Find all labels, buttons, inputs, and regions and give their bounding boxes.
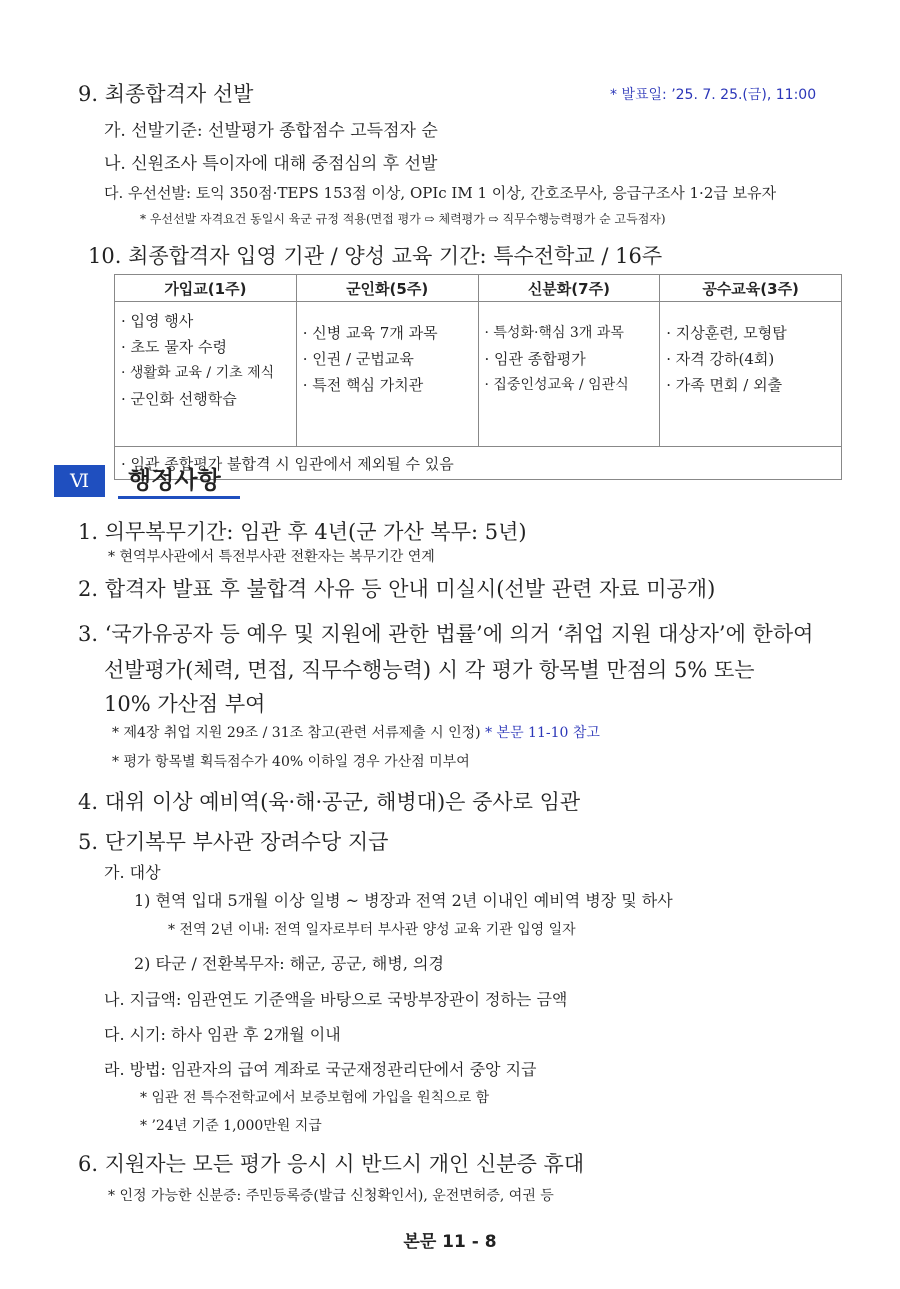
item-5: 5. 단기복무 부사관 장려수당 지급 [78, 830, 389, 854]
item-3-note-1 [112, 722, 600, 742]
section-title: 행정사항 [128, 466, 221, 494]
item-5-a-1: 1) 현역 입대 5개월 이상 일병 ~ 병장과 전역 2년 이내인 예비역 병장 및 하사 [134, 891, 673, 910]
phase-4-item: · 자격 강하(4회) [666, 350, 775, 368]
phase-1-item: · 입영 행사 [121, 312, 194, 330]
item-6-note: * 인정 가능한 신분증: 주민등록증(발급 신청확인서), 운전면허증, 여권 등 [108, 1188, 554, 1204]
item-5-d-note-2: * ’24년 기준 1,000만원 지급 [140, 1118, 322, 1134]
phase-2-item: · 인권 / 군법교육 [302, 350, 414, 368]
phase-1-item: · 군인화 선행학습 [121, 390, 237, 408]
item-1: 1. 의무복무기간: 임관 후 4년(군 가산 복무: 5년) [78, 520, 527, 544]
item-3-line-2: 선발평가(체력, 면접, 직무수행능력) 시 각 평가 항목별 만점의 5% 또는 [104, 658, 755, 682]
phase-2-item: · 특전 핵심 가치관 [302, 376, 424, 394]
phase-4-cell [660, 302, 842, 447]
schedule-table [114, 274, 842, 480]
phase-1-item: · 초도 물자 수령 [121, 338, 228, 356]
item-5-a: 가. 대상 [104, 863, 161, 882]
phase-1-item: · 생활화 교육 / 기초 제식 [121, 365, 275, 381]
item-3-line-3: 10% 가산점 부여 [104, 692, 266, 716]
item-3-note-1-text: * 제4장 취업 지원 29조 / 31조 참고(관련 서류제출 시 인정) [112, 725, 481, 741]
announce-date: * 발표일: ’25. 7. 25.(금), 11:00 [610, 87, 817, 103]
item-5-b: 나. 지급액: 임관연도 기준액을 바탕으로 국방부장관이 정하는 금액 [104, 990, 568, 1009]
sec9-item-a: 가. 선발기준: 선발평가 종합점수 고득점자 순 [104, 121, 438, 141]
item-5-d-note-1: * 임관 전 특수전학교에서 보증보험에 가입을 원칙으로 함 [140, 1090, 490, 1106]
phase-3-item: · 집중인성교육 / 임관식 [484, 377, 629, 393]
page-number: 본문 11 - 8 [403, 1232, 497, 1252]
header-phase-3: 신분화(7주) [478, 275, 660, 302]
schedule-header-row [115, 275, 842, 302]
item-1-note: * 현역부사관에서 특전부사관 전환자는 복무기간 연계 [108, 549, 435, 565]
phase-4-item: · 지상훈련, 모형탑 [666, 324, 787, 342]
item-5-d: 라. 방법: 임관자의 급여 계좌로 국군재정관리단에서 중앙 지급 [104, 1060, 537, 1079]
item-5-a-2: 2) 타군 / 전환복무자: 해군, 공군, 해병, 의경 [134, 954, 444, 973]
item-6: 6. 지원자는 모든 평가 응시 시 반드시 개인 신분증 휴대 [78, 1152, 585, 1176]
schedule-footer-note: · 임관 종합평가 불합격 시 임관에서 제외될 수 있음 [115, 447, 842, 480]
sec9-item-c-note: * 우선선발 자격요건 동일시 육군 규정 적용(면접 평가 ⇨ 체력평가 ⇨ 직무수행능력평가 순 고득점자) [140, 212, 666, 226]
sec9-title: 9. 최종합격자 선발 [78, 82, 254, 106]
item-4: 4. 대위 이상 예비역(육·해·공군, 해병대)은 중사로 임관 [78, 790, 581, 814]
section-title-underline [118, 496, 240, 499]
header-phase-1: 가입교(1주) [115, 275, 297, 302]
phase-4-item: · 가족 면회 / 외출 [666, 376, 783, 394]
schedule-body-row [115, 302, 842, 447]
sec9-item-c: 다. 우선선발: 토익 350점·TEPS 153점 이상, OPIc IM 1 이상, 간호조무사, 응급구조사 1·2급 보유자 [104, 184, 777, 202]
header-phase-4: 공수교육(3주) [660, 275, 842, 302]
phase-1-cell [115, 302, 297, 447]
phase-2-item: · 신병 교육 7개 과목 [302, 324, 438, 342]
header-phase-2: 군인화(5주) [296, 275, 478, 302]
item-5-c: 다. 시기: 하사 임관 후 2개월 이내 [104, 1025, 341, 1044]
phase-3-item: · 특성화·핵심 3개 과목 [484, 325, 624, 341]
item-3-note-1-ref: * 본문 11-10 참고 [485, 725, 600, 741]
item-3-line-1: 3. ‘국가유공자 등 예우 및 지원에 관한 법률’에 의거 ‘취업 지원 대상자’에 한하여 [78, 622, 814, 646]
item-3-note-2: * 평가 항목별 획득점수가 40% 이하일 경우 가산점 미부여 [112, 754, 470, 770]
phase-3-item: · 임관 종합평가 [484, 350, 586, 368]
section-badge: Ⅵ [54, 465, 105, 497]
sec9-item-b: 나. 신원조사 특이자에 대해 중점심의 후 선발 [104, 154, 438, 174]
sec10-title: 10. 최종합격자 입영 기관 / 양성 교육 기간: 특수전학교 / 16주 [88, 244, 663, 268]
phase-3-cell [478, 302, 660, 447]
schedule-footer-row [115, 447, 842, 480]
item-2: 2. 합격자 발표 후 불합격 사유 등 안내 미실시(선발 관련 자료 미공개) [78, 577, 716, 601]
item-5-a-1-note: * 전역 2년 이내: 전역 일자로부터 부사관 양성 교육 기관 입영 일자 [168, 922, 576, 938]
phase-2-cell [296, 302, 478, 447]
